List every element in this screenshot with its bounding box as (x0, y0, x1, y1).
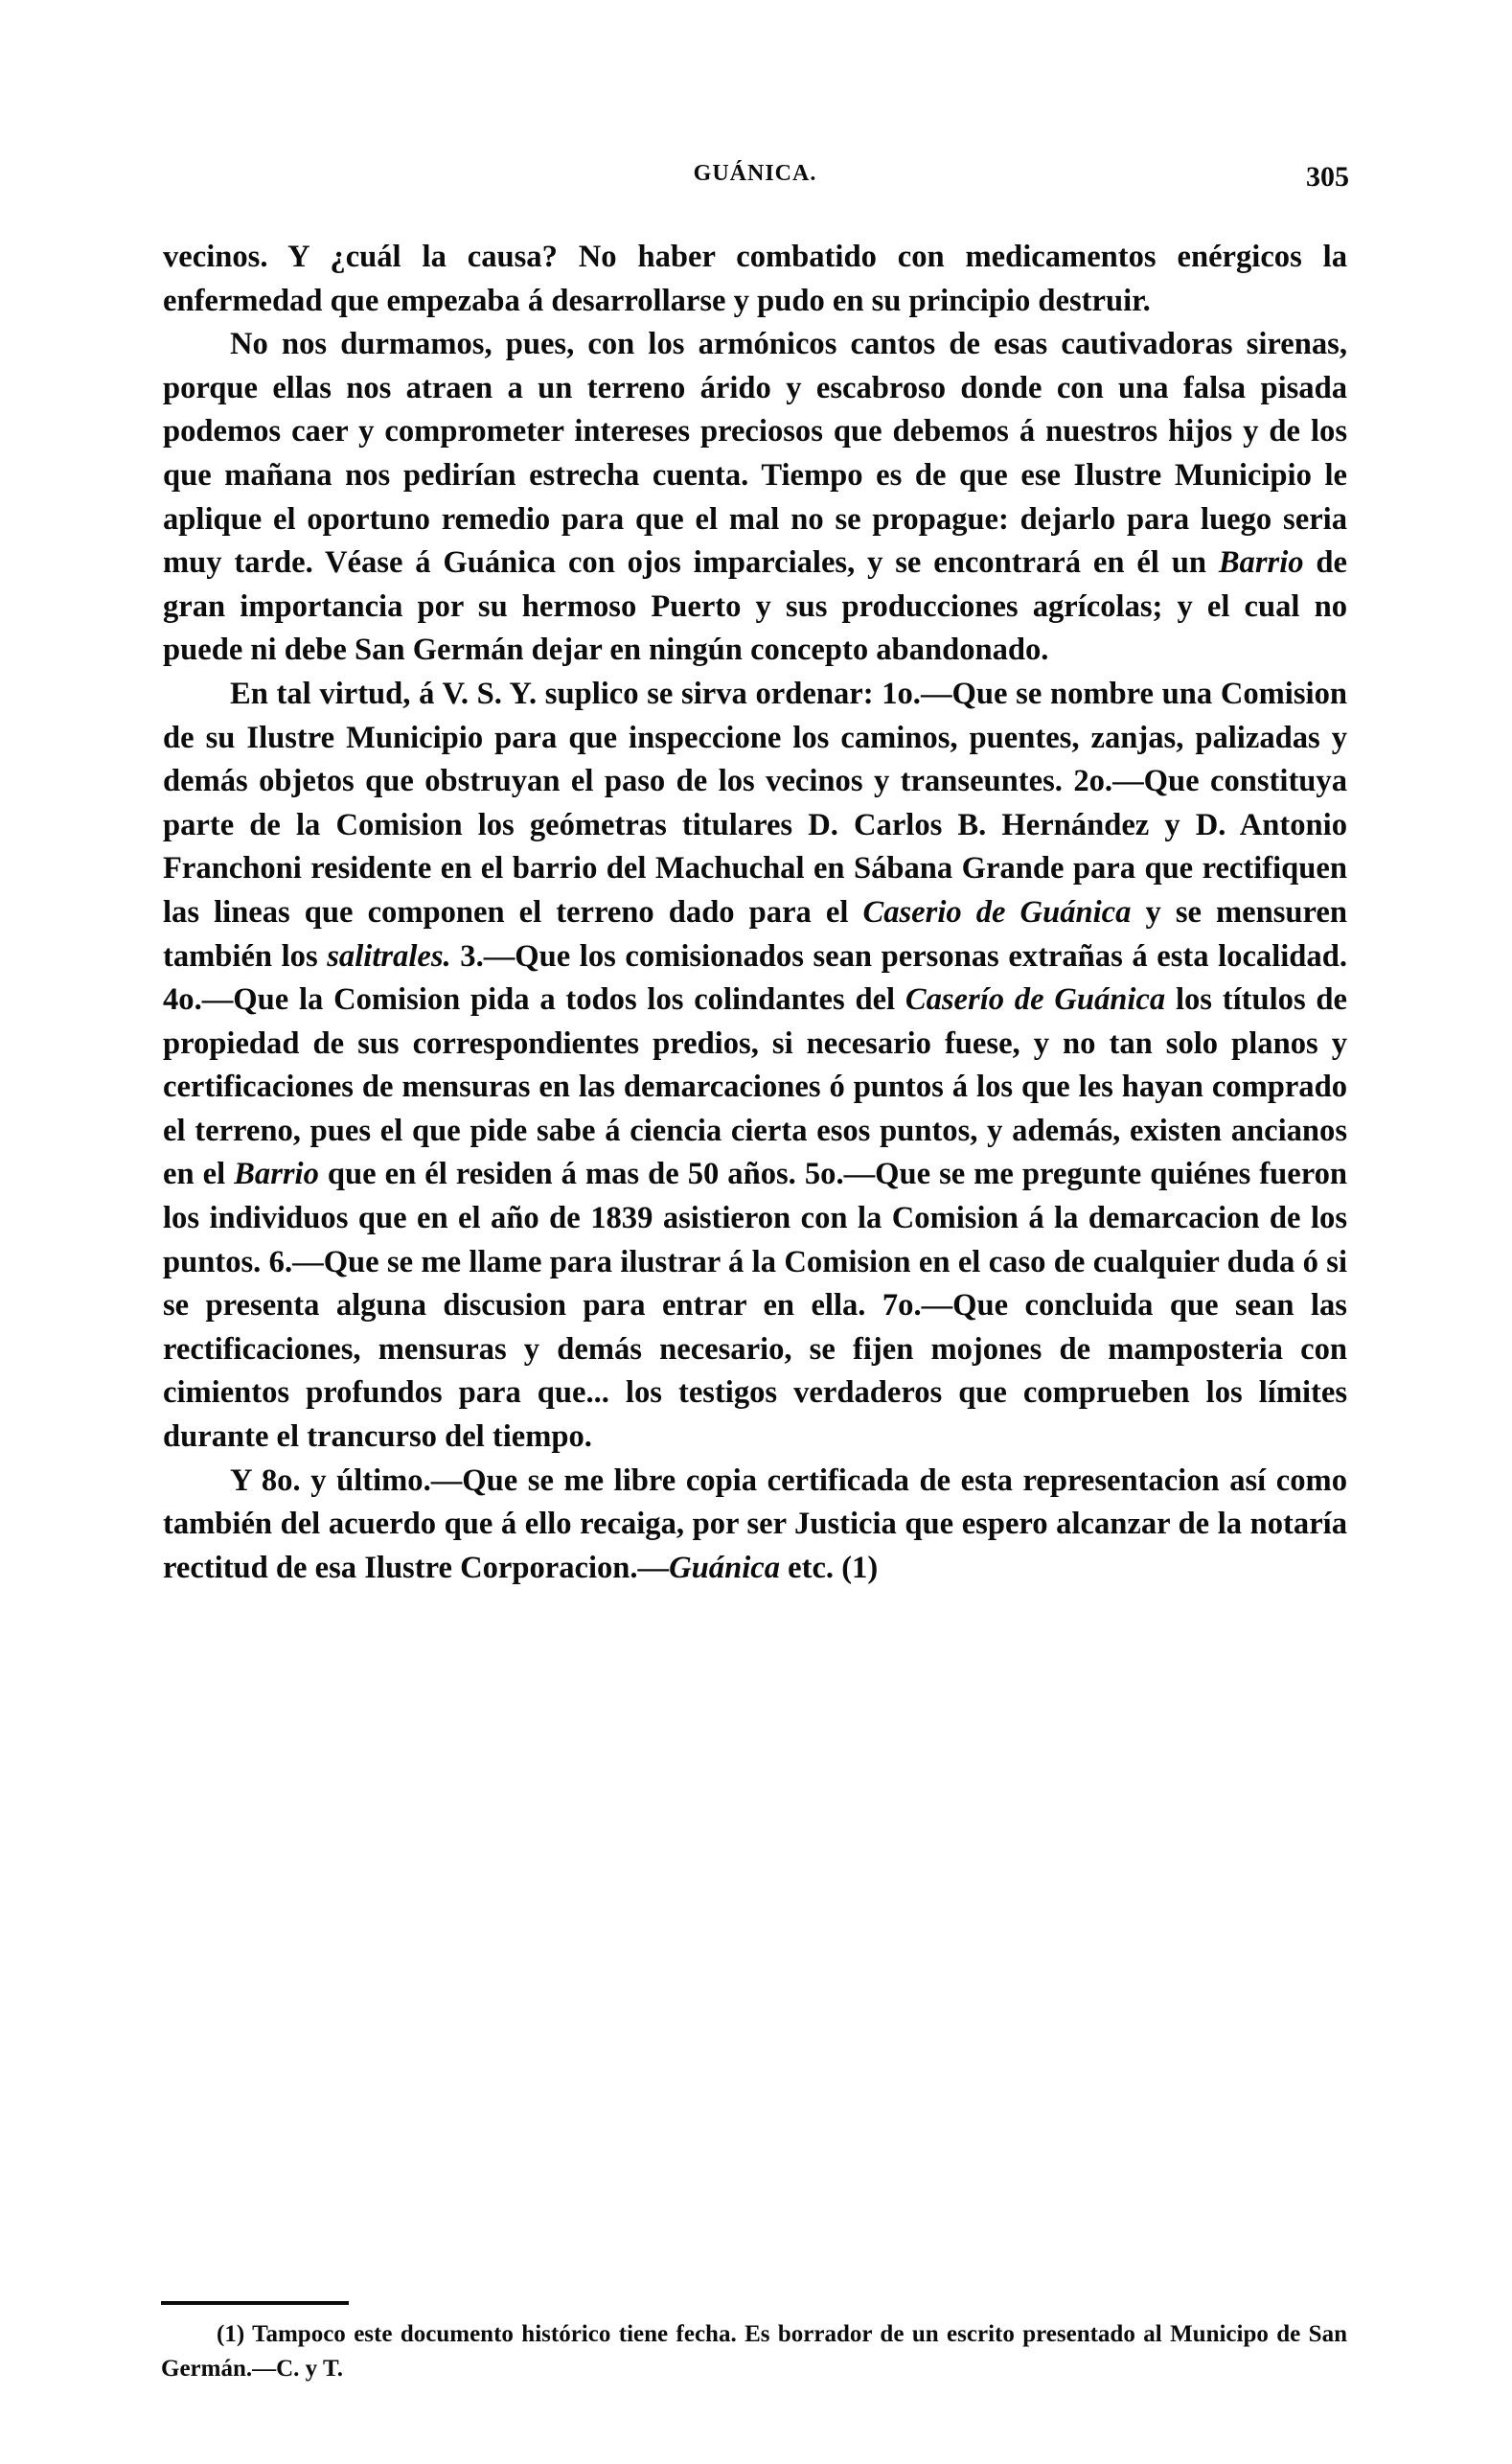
paragraph (163, 323, 1347, 673)
text-run: etc. (1) (780, 1550, 879, 1585)
text-run: Y 8o. y último.—Que se me libre copia certificada de esta representacion así como también del acuerdo que á ello recaiga, por ser Justicia que espero alcanzar de la notaría rectitud de esa Ilustre Corporacion.— (163, 1462, 1347, 1585)
text-run: vecinos. Y ¿cuál la causa? No haber combatido con medicamentos enérgicos la enfermedad que empezaba á desarrollarse y pudo en su principio destruir. (163, 240, 1347, 318)
text-run: 3.—Que los comisionados sean personas extrañas á esta localidad. 4o.—Que la Comision pida a todos los colindantes del (163, 938, 1347, 1018)
italic-text: Barrio (1218, 545, 1304, 581)
text-run: que en él residen á mas de 50 años. 5o.—Que se me pregunte quiénes fueron los individuos que en el año de 1839 asistieron con la Comision á la demarcacion de los puntos. 6.—Que se me llame para ilustrar á la Comision en el caso de cualquier duda ó si se presenta alguna discusion para entrar en ella. 7o.—Que concluida que sean las rectificaciones, mensuras y demás necesario, se fijen mojones de mamposteria con cimientos profundos para que... los testigos verdaderos que comprueben los límites durante el trancurso del tiempo. (163, 1157, 1347, 1455)
footnote-text: (1) Tampoco este documento histórico tiene fecha. Es borrador de un escrito presentado al Municipo de San Germán.—C. y T. (161, 2321, 1347, 2382)
text-run: y se mensuren también los (163, 894, 1348, 974)
italic-text: Guánica (669, 1550, 780, 1585)
italic-text: Caserío de Guánica (905, 982, 1166, 1018)
italic-text: Barrio (234, 1157, 319, 1192)
page-number: 305 (1306, 161, 1349, 193)
paragraph (163, 1460, 1347, 1591)
paragraph (163, 236, 1347, 323)
italic-text: Caserio de Guánica (862, 894, 1132, 930)
running-head-title: GUÁNICA. (693, 161, 817, 186)
text-run: de gran importancia por su hermoso Puerto y sus producciones agrícolas; y el cual no puede ni debe San Germán dejar en ningún concepto abandonado. (163, 545, 1347, 668)
footnote (161, 2317, 1347, 2386)
text-run: No nos durmamos, pues, con los armónicos cantos de esas cautivadoras sirenas, porque ellas nos atraen a un terreno árido y escabroso donde con una falsa pisada podemos caer y comprometer intereses preciosos que debemos á nuestros hijos y de los que mañana nos pedirían estrecha cuenta. Tiempo es de que ese Ilustre Municipio le aplique el oportuno remedio para que el mal no se propague: dejarlo para luego seria muy tarde. Véase á Guánica con ojos imparciales, y se encontrará en él un (163, 327, 1347, 581)
text-run: los títulos de propiedad de sus correspondientes predios, si necesario fuese, y no tan solo planos y certificaciones de mensuras en las demarcaciones ó puntos á los que les hayan comprado el terreno, pues el que pide sabe á ciencia cierta esos puntos, y además, existen ancianos en el (163, 982, 1347, 1192)
footnote-divider (161, 2301, 349, 2305)
italic-text: salitrales. (327, 938, 451, 974)
text-run: En tal virtud, á V. S. Y. suplico se sirva ordenar: 1o.—Que se nombre una Comision de su Ilustre Municipio para que inspeccione los caminos, puentes, zanjas, palizadas y demás objetos que obstruyan el paso de los vecinos y transeuntes. 2o.—Que constituya parte de la Comision los geómetras titulares D. Carlos B. Hernández y D. Antonio Franchoni residente en el barrio del Machuchal en Sábana Grande para que rectifiquen las lineas que componen el terreno dado para el (163, 676, 1347, 930)
running-head (161, 161, 1349, 199)
body-text (163, 236, 1347, 1590)
paragraph (163, 673, 1347, 1460)
